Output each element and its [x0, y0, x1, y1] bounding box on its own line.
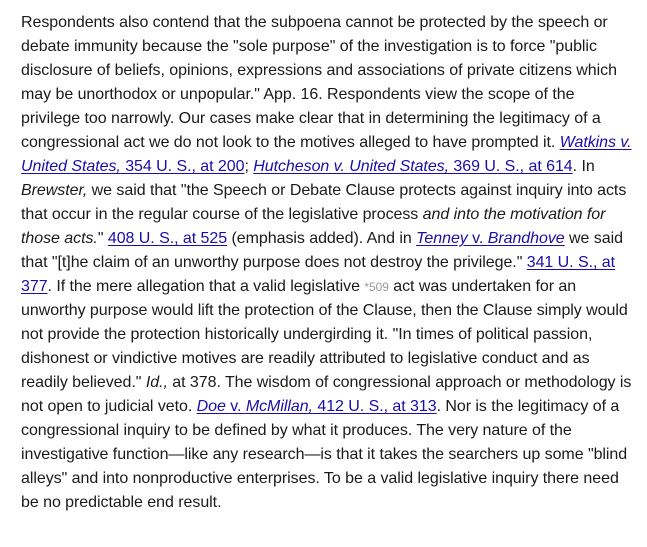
reporter-cite: 369 U. S., at 614	[449, 158, 573, 175]
text-segment: "	[97, 230, 108, 247]
text-segment: . In	[572, 158, 595, 175]
reporter-cite: 354 U. S., at 200	[120, 158, 245, 175]
text-segment: ;	[244, 158, 254, 175]
case-name-brewster: Brewster,	[21, 182, 88, 199]
opinion-paragraph	[21, 11, 633, 515]
case-name: Hutcheson v. United States,	[253, 158, 450, 175]
text-segment: at 378. The wisdom of congressional approach or methodology is not open to judicial veto.	[21, 374, 632, 415]
emphasized-quote: and into the motivation for those acts.	[21, 206, 606, 247]
citation-link-tenney[interactable]	[416, 230, 565, 247]
case-name: Tenney	[416, 230, 468, 247]
reporter-cite: 412 U. S., at 313	[312, 398, 437, 415]
case-name: Doe	[196, 398, 226, 415]
text-segment: Respondents also contend that the subpoena cannot be protected by the speech or debate immunity because the "sole purpose" of the investigation is to force "public disclosure of beliefs, opinions, expressions and associations of private citizens which may be unorthodox or unpopular." App. 16. Respondents view the scope of the privilege too narrowly. Our cases make clear that in determining the legitimacy of a congressional act we do not look to the motives alleged to have prompted it.	[21, 14, 617, 151]
text-segment: . Nor is the legitimacy of a congressional inquiry to be defined by what it produces. The very nature of the investigative function—like any research—is that it takes the searchers up some "blind alleys" and into nonproductive enterprises. To be a valid legislative inquiry there need be no predictable end result.	[21, 398, 628, 511]
star-page-marker: *509	[364, 280, 389, 294]
text-segment: . If the mere allegation that a valid legislative	[47, 278, 365, 295]
text-segment: (emphasis added). And in	[227, 230, 417, 247]
text-segment: act was undertaken for an unworthy purpose would lift the protection of the Clause, then the Clause simply would not provide the protection historically undergirding it. "In times of political passion, dishonest or vindictive motives are readily attributed to legislative conduct and as readily believed."	[21, 278, 628, 391]
case-name: Watkins v. United States,	[21, 134, 632, 175]
versus: v.	[225, 398, 246, 415]
case-name: McMillan,	[245, 398, 313, 415]
text-segment: we said that "[t]he claim of an unworthy purpose does not destroy the privilege."	[21, 230, 623, 271]
versus: v.	[467, 230, 488, 247]
citation-link-408[interactable]: 408 U. S., at 525	[107, 230, 228, 247]
citation-link-doe[interactable]	[197, 398, 437, 415]
citation-link-hutcheson[interactable]	[253, 158, 572, 175]
case-name: Brandhove	[487, 230, 565, 247]
citation-link-341[interactable]: 341 U. S., at 377	[21, 254, 616, 295]
id-reference: Id.,	[145, 374, 168, 391]
text-segment: we said that "the Speech or Debate Clause protects against inquiry into acts that occur in the regular course of the legislative process	[21, 182, 627, 223]
